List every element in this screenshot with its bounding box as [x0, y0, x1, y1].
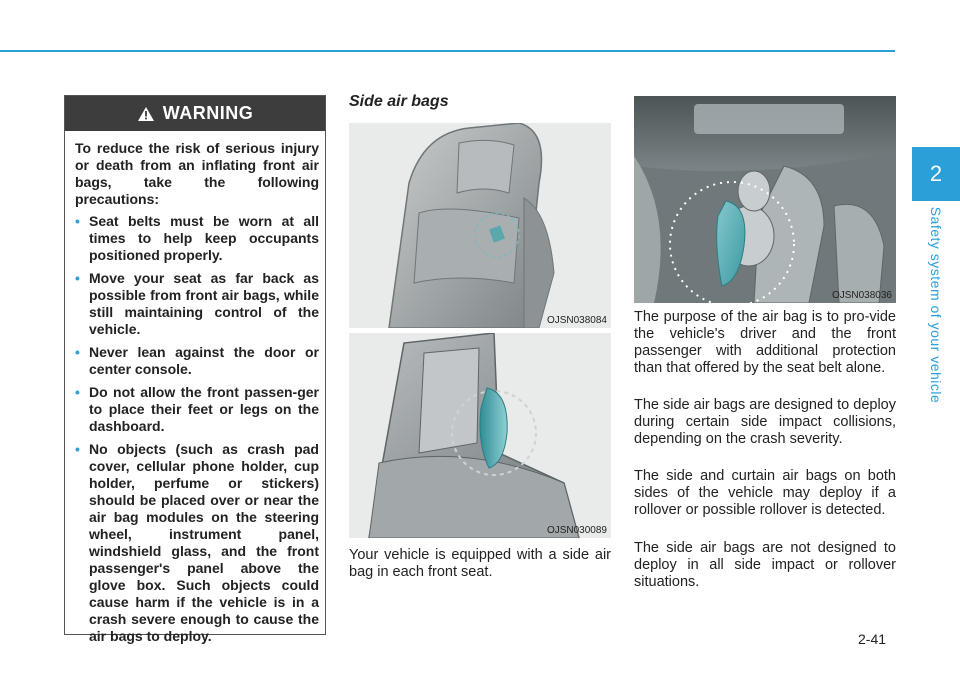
section-title: Side air bags	[349, 93, 449, 110]
warning-intro: To reduce the risk of serious injury or death from an inflating front air bags, take the following precautions:	[75, 140, 319, 207]
warning-item-text: Move your seat as far back as possible from front air bags, while still maintaining control of the vehicle.	[89, 270, 319, 337]
paragraph-5: The side air bags are not designed to deploy in all side impact or rollover situations.	[634, 540, 896, 590]
seat-figure-1	[349, 123, 611, 328]
warning-item	[75, 384, 319, 435]
paragraph-3: The side air bags are designed to deploy during certain side impact collisions, depending on the crash severity.	[634, 397, 896, 447]
figure-code: OJSN038084	[546, 315, 607, 326]
bullet-icon: •	[75, 213, 80, 229]
figure-code: OJSN038036	[831, 290, 892, 301]
car-interior-figure	[634, 96, 896, 303]
warning-item-text: Never lean against the door or center console.	[89, 344, 319, 377]
bullet-icon: •	[75, 270, 80, 286]
chapter-title: Safety system of your vehicle	[928, 206, 944, 404]
warning-item-text: Seat belts must be worn at all times to help keep occupants positioned properly.	[89, 213, 319, 263]
bullet-icon: •	[75, 441, 80, 457]
warning-box	[64, 95, 326, 644]
warning-header	[65, 96, 325, 131]
warning-item	[75, 213, 319, 264]
paragraph-2: The purpose of the air bag is to pro-vide the vehicle's driver and the front passenger with additional protection than that offered by the seat belt alone.	[634, 309, 896, 376]
paragraph-1: Your vehicle is equipped with a side air bag in each front seat.	[349, 547, 611, 580]
paragraph-4: The side and curtain air bags on both sides of the vehicle may deploy if a rollover or possible rollover is detected.	[634, 468, 896, 518]
warning-body	[65, 131, 325, 645]
warning-item	[75, 441, 319, 645]
seat-figure-2	[349, 333, 611, 538]
warning-item-text: Do not allow the front passen-ger to place their feet or legs on the dashboard.	[89, 384, 319, 434]
warning-item	[75, 344, 319, 378]
warning-list	[75, 213, 319, 645]
bullet-icon: •	[75, 384, 80, 400]
page-number: 2-41	[858, 631, 887, 647]
warning-title: WARNING	[162, 103, 254, 123]
warning-item	[75, 270, 319, 338]
seat-illustration-1	[349, 123, 611, 328]
warning-triangle-icon	[137, 106, 155, 122]
seat-illustration-2	[349, 333, 611, 538]
top-rule	[0, 50, 895, 52]
car-interior-illustration	[634, 96, 896, 303]
warning-item-text: No objects (such as crash pad cover, cellular phone holder, cup holder, perfume or stickers) should be placed over or near the air bag modules on the steering wheel, instrument panel, windshield glass, and the front passenger's panel above the glove box. Such objects could cause harm if the vehicle is in a crash severe enough to cause the air bags to deploy.	[89, 441, 319, 644]
bullet-icon: •	[75, 344, 80, 360]
chapter-number-tab: 2	[912, 147, 960, 201]
figure-code: OJSN030089	[546, 525, 607, 536]
